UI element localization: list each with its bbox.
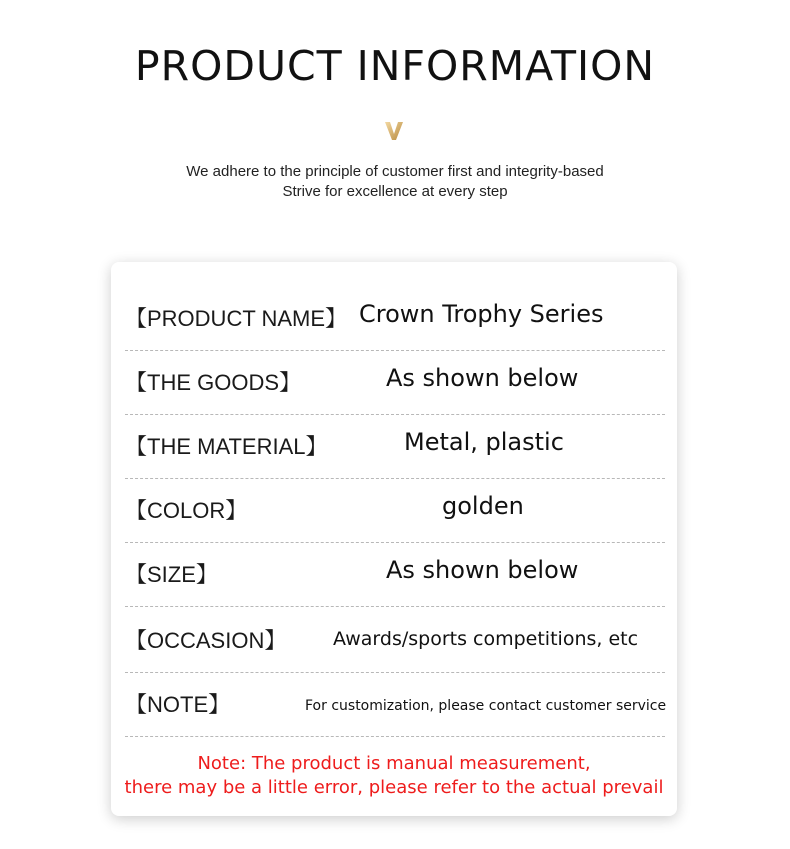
info-row-size <box>125 542 665 607</box>
row-value: Crown Trophy Series <box>359 300 604 328</box>
info-row-color <box>125 478 665 543</box>
info-row-occasion <box>125 608 665 673</box>
row-label: 【SIZE】 <box>125 562 218 587</box>
info-row-note <box>125 672 665 737</box>
page-title: PRODUCT INFORMATION <box>134 42 656 90</box>
measurement-note-line-1: Note: The product is manual measurement, <box>197 753 591 774</box>
info-row-product-name <box>125 286 665 351</box>
row-label: 【THE MATERIAL】 <box>125 434 328 459</box>
info-row-goods <box>125 350 665 415</box>
row-value: For customization, please contact customer service <box>305 698 667 714</box>
row-label: 【COLOR】 <box>125 498 248 523</box>
row-value: Awards/sports competitions, etc <box>333 628 639 650</box>
subtitle-line-1: We adhere to the principle of customer first and integrity-based <box>186 163 604 180</box>
product-info-card <box>111 262 677 816</box>
row-label: 【NOTE】 <box>125 692 231 717</box>
measurement-note-line-2: there may be a little error, please refer to the actual prevail <box>124 777 664 798</box>
row-value: As shown below <box>386 364 579 392</box>
v-chevron-icon <box>383 120 405 142</box>
subtitle-line-2: Strive for excellence at every step <box>282 183 508 200</box>
row-value: golden <box>442 492 524 520</box>
row-label: 【OCCASION】 <box>125 628 287 653</box>
info-row-material <box>125 414 665 479</box>
row-value: Metal, plastic <box>404 428 564 456</box>
row-label: 【PRODUCT NAME】 <box>125 306 348 331</box>
row-label: 【THE GOODS】 <box>125 370 302 395</box>
row-value: As shown below <box>386 556 579 584</box>
